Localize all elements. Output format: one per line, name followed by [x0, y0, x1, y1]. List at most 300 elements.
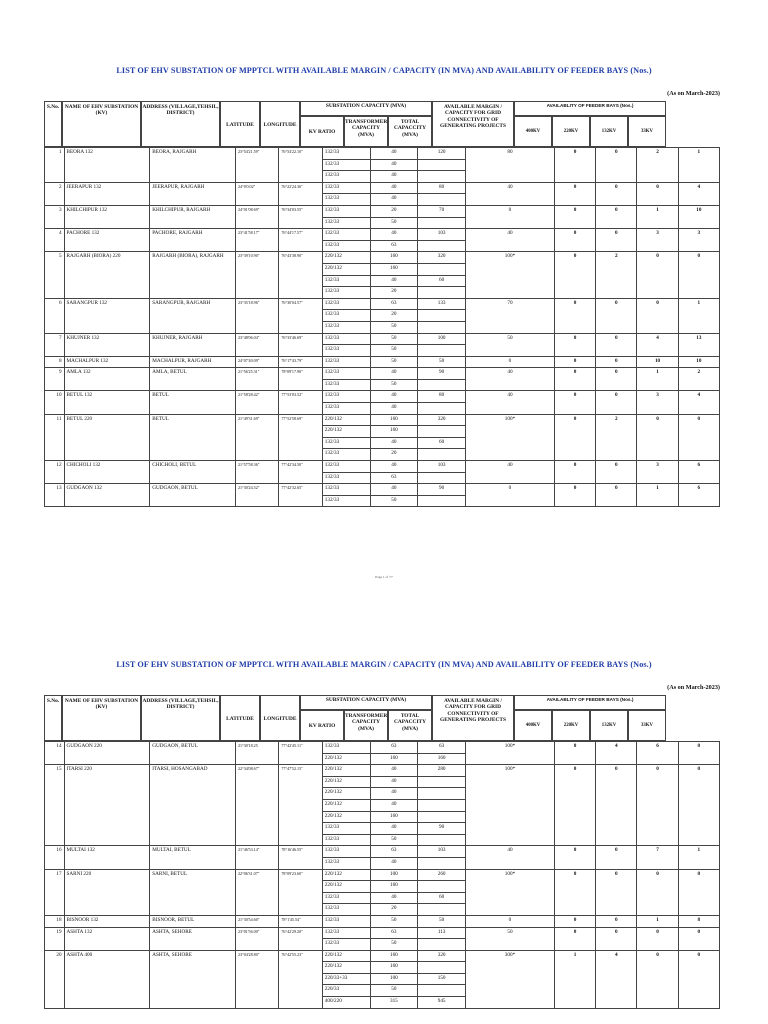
total-cell: [418, 776, 466, 788]
transformer-cell: 100: [370, 973, 418, 985]
sno-cell: 14: [45, 742, 65, 765]
kv-ratio-cell: 132/33: [322, 904, 370, 916]
transformer-cell: 40: [370, 461, 418, 473]
kv-ratio-cell: 132/33: [322, 333, 370, 345]
bay-400kv-cell: 0: [554, 915, 595, 927]
kv-ratio-cell: 220/132: [322, 765, 370, 777]
bay-400kv-cell: 0: [554, 391, 595, 414]
header-sno: S.No.: [44, 695, 62, 741]
margin-cell: 0: [465, 484, 554, 507]
kv-ratio-cell: 132/33: [322, 823, 370, 835]
address-cell: SARNI, BETUL: [150, 869, 236, 915]
bay-132kv-cell: 1: [637, 368, 678, 391]
table-row: [45, 414, 720, 426]
sno-cell: 18: [45, 915, 65, 927]
transformer-cell: 20: [370, 287, 418, 299]
name-cell: CHICHOLI 132: [64, 461, 150, 484]
address-cell: CHICHOLI, BETUL: [150, 461, 236, 484]
total-cell: [418, 472, 466, 484]
kv-ratio-cell: 132/33: [322, 310, 370, 322]
bay-33kv-cell: 4: [678, 391, 719, 414]
bay-220kv-cell: 0: [596, 356, 637, 368]
kv-ratio-cell: 220/132: [322, 788, 370, 800]
latitude-cell: 21°30'24.52": [235, 484, 278, 507]
transformer-cell: 40: [370, 776, 418, 788]
total-cell: 103: [418, 461, 466, 473]
header-kv33: 33KV: [628, 710, 666, 741]
latitude-cell: 21°30'54.60": [235, 915, 278, 927]
name-cell: PACHORE 132: [64, 229, 150, 252]
address-cell: ITARSI, HOSANGABAD: [150, 765, 236, 846]
latitude-cell: 23°35'18.96": [235, 298, 278, 333]
total-cell: [418, 403, 466, 415]
latitude-cell: 23°39'10.90": [235, 252, 278, 298]
kv-ratio-cell: 132/33: [322, 927, 370, 939]
bay-33kv-cell: 6: [678, 461, 719, 484]
total-cell: 133: [418, 298, 466, 310]
total-cell: 60: [418, 892, 466, 904]
total-cell: [418, 962, 466, 974]
address-cell: BETUL: [150, 414, 236, 460]
margin-cell: 100*: [465, 742, 554, 765]
bay-220kv-cell: 0: [596, 182, 637, 205]
header-longitude: LONGITUDE: [260, 695, 300, 741]
bay-400kv-cell: 0: [554, 148, 595, 183]
as-on-date: (As on March-2023): [667, 684, 720, 691]
page-title: LIST OF EHV SUBSTATION OF MPPTCL WITH AVAILABLE MARGIN / CAPACITY (IN MVA) AND AVAILABILITY OF FEEDER BAYS (Nos.): [116, 660, 652, 669]
total-cell: [418, 321, 466, 333]
transformer-cell: 63: [370, 240, 418, 252]
address-cell: BEORA, RAJGARH: [150, 148, 236, 183]
transformer-cell: 40: [370, 171, 418, 183]
bay-33kv-cell: 8: [678, 915, 719, 927]
kv-ratio-cell: 132/33: [322, 939, 370, 951]
header-kv220: 220KV: [552, 116, 590, 147]
bay-400kv-cell: 0: [554, 298, 595, 333]
transformer-cell: 160: [370, 881, 418, 893]
longitude-cell: 76°30'04.57": [279, 298, 322, 333]
name-cell: GUDGAON 132: [64, 484, 150, 507]
kv-ratio-cell: 132/33: [322, 834, 370, 846]
total-cell: 90: [418, 368, 466, 380]
total-cell: [418, 788, 466, 800]
sno-cell: 17: [45, 869, 65, 915]
sno-cell: 4: [45, 229, 65, 252]
sno-cell: 16: [45, 846, 65, 869]
sno-cell: 20: [45, 950, 65, 1008]
bay-400kv-cell: 0: [554, 333, 595, 356]
name-cell: KHUJNER 132: [64, 333, 150, 356]
bay-132kv-cell: 1: [637, 205, 678, 228]
margin-cell: 100*: [465, 252, 554, 298]
latitude-cell: 21°57'58.36": [235, 461, 278, 484]
address-cell: SARANGPUR, RAJGARH: [150, 298, 236, 333]
bay-33kv-cell: 1: [678, 846, 719, 869]
bay-220kv-cell: 4: [596, 950, 637, 1008]
name-cell: ITARSI 220: [64, 765, 150, 846]
as-on-date: (As on March-2023): [667, 90, 720, 97]
header-margin: AVAILABLE MARGIN / CAPACITY FOR GRID CONNECTIVITY OF GENERATING PROJECTS: [432, 695, 514, 741]
bay-132kv-cell: 4: [637, 333, 678, 356]
latitude-cell: 22°06'31.07": [235, 869, 278, 915]
address-cell: RAJGARH (BIORA), RAJGARH: [150, 252, 236, 298]
table-row: [45, 368, 720, 380]
page-title: LIST OF EHV SUBSTATION OF MPPTCL WITH AVAILABLE MARGIN / CAPACITY (IN MVA) AND AVAILABILITY OF FEEDER BAYS (Nos.): [116, 66, 652, 75]
kv-ratio-cell: 132/33: [322, 275, 370, 287]
latitude-cell: 21°56'25.31": [235, 368, 278, 391]
name-cell: JEERAPUR 132: [64, 182, 150, 205]
bay-132kv-cell: 0: [637, 765, 678, 846]
kv-ratio-cell: 220/132: [322, 881, 370, 893]
bay-220kv-cell: 0: [596, 298, 637, 333]
bay-220kv-cell: 0: [596, 333, 637, 356]
table-row: [45, 182, 720, 194]
transformer-cell: 40: [370, 765, 418, 777]
longitude-cell: 77°42'34.50": [279, 461, 322, 484]
transformer-cell: 63: [370, 472, 418, 484]
transformer-cell: 50: [370, 217, 418, 229]
kv-ratio-cell: 220/132: [322, 799, 370, 811]
kv-ratio-cell: 132/33: [322, 892, 370, 904]
longitude-cell: 76°17'43.79": [279, 356, 322, 368]
header-margin: AVAILABLE MARGIN / CAPACITY FOR GRID CONNECTIVITY OF GENERATING PROJECTS: [432, 101, 514, 147]
bay-400kv-cell: 0: [554, 846, 595, 869]
total-cell: [418, 495, 466, 507]
total-cell: 80: [418, 391, 466, 403]
latitude-cell: 23°01'56.00": [235, 927, 278, 950]
address-cell: GUDGAON, BETUL: [150, 484, 236, 507]
header-sno: S.No.: [44, 101, 62, 147]
kv-ratio-cell: 132/33: [322, 495, 370, 507]
sno-cell: 12: [45, 461, 65, 484]
latitude-cell: 24°0'0.02": [235, 182, 278, 205]
name-cell: BETUL 132: [64, 391, 150, 414]
kv-ratio-cell: 132/33: [322, 742, 370, 754]
address-cell: BISNOOR, BETUL: [150, 915, 236, 927]
latitude-cell: 21°58'28.42": [235, 391, 278, 414]
total-cell: [418, 379, 466, 391]
bay-220kv-cell: 0: [596, 205, 637, 228]
sno-cell: 3: [45, 205, 65, 228]
margin-cell: 0: [465, 915, 554, 927]
table-row: [45, 205, 720, 217]
longitude-cell: 78°09'23.60": [279, 869, 322, 915]
total-cell: [418, 857, 466, 869]
bay-33kv-cell: 2: [678, 368, 719, 391]
table-row: [45, 461, 720, 473]
header-total: TOTAL CAPACCITY (MVA): [388, 710, 432, 741]
longitude-cell: 76°43'38.90": [279, 252, 322, 298]
address-cell: GUDGAON, BETUL: [150, 742, 236, 765]
total-cell: 103: [418, 846, 466, 858]
bay-220kv-cell: 0: [596, 148, 637, 183]
name-cell: MULTAI 132: [64, 846, 150, 869]
header-name: NAME OF EHV SUBSTATION (KV): [62, 101, 141, 147]
header-bays-group: AVAILABLITY OF FEEDER BAYS (Nos.): [514, 695, 666, 710]
bay-33kv-cell: 13: [678, 333, 719, 356]
table-row: [45, 869, 720, 881]
header-address: ADDRESS (VILLAGE,TEHSIL, DISTRICT): [141, 101, 220, 147]
total-cell: 50: [418, 356, 466, 368]
total-cell: 320: [418, 950, 466, 962]
bay-132kv-cell: 0: [637, 298, 678, 333]
latitude-cell: 23°54'21.59": [235, 148, 278, 183]
table-row: [45, 298, 720, 310]
table-row: [45, 765, 720, 777]
transformer-cell: 50: [370, 495, 418, 507]
header-kv132: 132KV: [590, 116, 628, 147]
bay-400kv-cell: 0: [554, 461, 595, 484]
table-row: [45, 846, 720, 858]
kv-ratio-cell: 132/33: [322, 321, 370, 333]
transformer-cell: 50: [370, 379, 418, 391]
sno-cell: 8: [45, 356, 65, 368]
kv-ratio-cell: 132/33: [322, 437, 370, 449]
kv-ratio-cell: 220/132: [322, 263, 370, 275]
total-cell: [418, 159, 466, 171]
total-cell: [418, 449, 466, 461]
transformer-cell: 50: [370, 834, 418, 846]
bay-132kv-cell: 0: [637, 252, 678, 298]
sno-cell: 19: [45, 927, 65, 950]
transformer-cell: 50: [370, 915, 418, 927]
transformer-cell: 160: [370, 252, 418, 264]
transformer-cell: 40: [370, 857, 418, 869]
kv-ratio-cell: 132/33: [322, 857, 370, 869]
kv-ratio-cell: 220/132: [322, 252, 370, 264]
transformer-cell: 20: [370, 449, 418, 461]
bay-33kv-cell: 0: [678, 869, 719, 915]
name-cell: SARNI 220: [64, 869, 150, 915]
transformer-cell: 40: [370, 194, 418, 206]
longitude-cell: 77°47'52.15": [279, 765, 322, 846]
bay-132kv-cell: 3: [637, 461, 678, 484]
bay-400kv-cell: 0: [554, 252, 595, 298]
transformer-cell: 50: [370, 356, 418, 368]
name-cell: SARANGPUR 132: [64, 298, 150, 333]
transformer-cell: 40: [370, 788, 418, 800]
bay-33kv-cell: 10: [678, 205, 719, 228]
sno-cell: 2: [45, 182, 65, 205]
kv-ratio-cell: 220/132: [322, 414, 370, 426]
kv-ratio-cell: 132/33: [322, 461, 370, 473]
name-cell: KHILCHIPUR 132: [64, 205, 150, 228]
bay-220kv-cell: 0: [596, 229, 637, 252]
table-row: [45, 252, 720, 264]
header-bays-group: AVAILABLITY OF FEEDER BAYS (Nos.): [514, 101, 666, 116]
kv-ratio-cell: 132/33: [322, 229, 370, 241]
margin-cell: 40: [465, 846, 554, 869]
transformer-cell: 160: [370, 811, 418, 823]
total-cell: 113: [418, 927, 466, 939]
transformer-cell: 50: [370, 333, 418, 345]
total-cell: 60: [418, 275, 466, 287]
transformer-cell: 40: [370, 229, 418, 241]
table-row: [45, 356, 720, 368]
transformer-cell: 160: [370, 426, 418, 438]
sno-cell: 5: [45, 252, 65, 298]
sno-cell: 13: [45, 484, 65, 507]
total-cell: 320: [418, 414, 466, 426]
transformer-cell: 160: [370, 753, 418, 765]
bay-400kv-cell: 0: [554, 742, 595, 765]
address-cell: BETUL: [150, 391, 236, 414]
longitude-cell: 76°34'03.55": [279, 205, 322, 228]
transformer-cell: 40: [370, 391, 418, 403]
total-cell: 50: [418, 915, 466, 927]
margin-cell: 40: [465, 368, 554, 391]
total-cell: 63: [418, 742, 466, 754]
kv-ratio-cell: 220/33: [322, 985, 370, 997]
total-cell: [418, 799, 466, 811]
bay-400kv-cell: 0: [554, 356, 595, 368]
margin-cell: 40: [465, 391, 554, 414]
bay-400kv-cell: 1: [554, 950, 595, 1008]
header-capacity-group: SUBSTATION CAPACITY (MVA): [300, 695, 432, 710]
header-kv400: 400KV: [514, 710, 552, 741]
transformer-cell: 40: [370, 159, 418, 171]
address-cell: JEERAPUR, RAJGARH: [150, 182, 236, 205]
header-latitude: LATITUDE: [220, 695, 260, 741]
bay-220kv-cell: 0: [596, 461, 637, 484]
table-header: [44, 101, 720, 147]
transformer-cell: 40: [370, 275, 418, 287]
kv-ratio-cell: 132/33: [322, 391, 370, 403]
name-cell: BISNOOR 132: [64, 915, 150, 927]
bay-132kv-cell: 3: [637, 229, 678, 252]
margin-cell: 100*: [465, 869, 554, 915]
name-cell: MACHALPUR 132: [64, 356, 150, 368]
address-cell: KHILCHIPUR, RAJGARH: [150, 205, 236, 228]
longitude-cell: 76°42'55.23": [279, 950, 322, 1008]
transformer-cell: 63: [370, 742, 418, 754]
longitude-cell: 76°54'22.10": [279, 148, 322, 183]
total-cell: [418, 985, 466, 997]
transformer-cell: 40: [370, 823, 418, 835]
header-kv400: 400KV: [514, 116, 552, 147]
transformer-cell: 63: [370, 298, 418, 310]
table-row: [45, 742, 720, 754]
total-cell: 100: [418, 333, 466, 345]
total-cell: [418, 904, 466, 916]
table-row: [45, 950, 720, 962]
total-cell: [418, 194, 466, 206]
kv-ratio-cell: 220/132: [322, 869, 370, 881]
bay-400kv-cell: 0: [554, 205, 595, 228]
margin-cell: 40: [465, 461, 554, 484]
bay-400kv-cell: 0: [554, 229, 595, 252]
total-cell: 90: [418, 823, 466, 835]
transformer-cell: 40: [370, 484, 418, 496]
page-number: Page 1 of 77: [375, 575, 393, 579]
bay-33kv-cell: 0: [678, 252, 719, 298]
transformer-cell: 50: [370, 985, 418, 997]
transformer-cell: 63: [370, 927, 418, 939]
bay-400kv-cell: 0: [554, 368, 595, 391]
address-cell: KHUJNER, RAJGARH: [150, 333, 236, 356]
table-row: [45, 484, 720, 496]
total-cell: [418, 217, 466, 229]
header-kv132: 132KV: [590, 710, 628, 741]
bay-132kv-cell: 0: [637, 414, 678, 460]
sno-cell: 11: [45, 414, 65, 460]
table-body: [44, 147, 720, 507]
kv-ratio-cell: 220/132: [322, 962, 370, 974]
margin-cell: 40: [465, 182, 554, 205]
header-name: NAME OF EHV SUBSTATION (KV): [62, 695, 141, 741]
kv-ratio-cell: 400/220: [322, 997, 370, 1009]
transformer-cell: 40: [370, 182, 418, 194]
total-cell: [418, 310, 466, 322]
total-cell: 80: [418, 182, 466, 194]
transformer-cell: 40: [370, 403, 418, 415]
bay-220kv-cell: 0: [596, 368, 637, 391]
latitude-cell: 21°46'53.14": [235, 846, 278, 869]
kv-ratio-cell: 132/33: [322, 159, 370, 171]
kv-ratio-cell: 132/33: [322, 356, 370, 368]
total-cell: [418, 939, 466, 951]
kv-ratio-cell: 132/33: [322, 449, 370, 461]
longitude-cell: 77°53'03.52": [279, 391, 322, 414]
transformer-cell: 40: [370, 437, 418, 449]
transformer-cell: 20: [370, 904, 418, 916]
bay-33kv-cell: 0: [678, 414, 719, 460]
total-cell: [418, 881, 466, 893]
bay-220kv-cell: 0: [596, 484, 637, 507]
latitude-cell: 23°48'06.04": [235, 333, 278, 356]
longitude-cell: 78°09'17.90": [279, 368, 322, 391]
table-row: [45, 927, 720, 939]
bay-220kv-cell: 0: [596, 927, 637, 950]
latitude-cell: 21°30'18.25: [235, 742, 278, 765]
total-cell: 945: [418, 997, 466, 1009]
name-cell: AMLA 132: [64, 368, 150, 391]
kv-ratio-cell: 132/33: [322, 403, 370, 415]
total-cell: 70: [418, 205, 466, 217]
kv-ratio-cell: 132/33: [322, 148, 370, 160]
sno-cell: 7: [45, 333, 65, 356]
margin-cell: 40: [465, 229, 554, 252]
bay-132kv-cell: 7: [637, 846, 678, 869]
bay-400kv-cell: 0: [554, 765, 595, 846]
bay-132kv-cell: 1: [637, 484, 678, 507]
latitude-cell: 24°01'08.69": [235, 205, 278, 228]
latitude-cell: 24°07'40.09": [235, 356, 278, 368]
latitude-cell: 21°49'31.69": [235, 414, 278, 460]
sno-cell: 6: [45, 298, 65, 333]
transformer-cell: 50: [370, 321, 418, 333]
transformer-cell: 315: [370, 997, 418, 1009]
transformer-cell: 40: [370, 148, 418, 160]
header-kv-ratio: KV RATIO: [300, 710, 344, 741]
total-cell: [418, 240, 466, 252]
latitude-cell: 23°04'28.80": [235, 950, 278, 1008]
bay-33kv-cell: 10: [678, 356, 719, 368]
total-cell: 260: [418, 869, 466, 881]
name-cell: ASHTA 400: [64, 950, 150, 1008]
bay-132kv-cell: 10: [637, 356, 678, 368]
total-cell: 150: [418, 973, 466, 985]
transformer-cell: 50: [370, 939, 418, 951]
margin-cell: 70: [465, 298, 554, 333]
margin-cell: 300*: [465, 950, 554, 1008]
header-latitude: LATITUDE: [220, 101, 260, 147]
longitude-cell: 76°42'29.20": [279, 927, 322, 950]
substation-table: [44, 101, 720, 507]
bay-132kv-cell: 0: [637, 182, 678, 205]
bay-132kv-cell: 1: [637, 915, 678, 927]
address-cell: MULTAI, BETUL: [150, 846, 236, 869]
